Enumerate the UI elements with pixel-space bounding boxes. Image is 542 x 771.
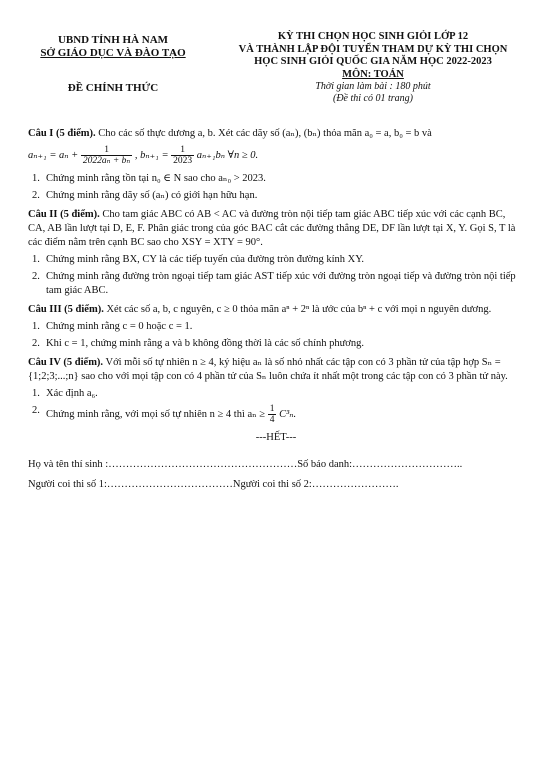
- question-1-intro: Cho các số thực dương a, b. Xét các dãy số (aₙ), (bₙ) thỏa mãn a₀ = a, b₀ = b và: [98, 128, 432, 139]
- footer-candidate-line: Họ và tên thí sinh :………………………………………………Số báo danh:…………………………..: [28, 459, 463, 470]
- question-2-item-2: 2. Chứng minh rằng đường tròn ngoại tiếp tam giác AST tiếp xúc với đường tròn ngoại tiếp và đường tròn nội tiếp tam giác ABC.: [32, 271, 516, 296]
- question-3: [28, 303, 524, 351]
- exam-pages: (Đề thi có 01 trang): [333, 93, 413, 104]
- question-4: [28, 356, 524, 425]
- question-4-item-2: 2. Chứng minh rằng, với mọi số tự nhiên n ≥ 4 thì aₙ ≥ $\frac{1}{4}$ C³ₙ.: [32, 404, 297, 425]
- exam-content: [28, 127, 524, 495]
- question-1-label: Câu I (5 điểm).: [28, 128, 96, 139]
- exam-title-line3: HỌC SINH GIỎI QUỐC GIA NĂM HỌC 2022-2023: [254, 56, 492, 67]
- rec-a-fraction: [81, 145, 132, 166]
- exam-subject: MÔN: TOÁN: [342, 68, 404, 80]
- question-2-label: Câu II (5 điểm).: [28, 209, 100, 220]
- question-4-text: Với mỗi số tự nhiên n ≥ 4, ký hiệu aₙ là số nhỏ nhất các tập con có 3 phần tử của tập hợp Sₙ = {1;2;3;...;n} sao cho với mọi tập con có 4 phần tử của Sₙ luôn chứa ít nhất một trong các tập con có 3 phần tử này.: [28, 357, 508, 382]
- question-1: [28, 127, 524, 203]
- question-4-item-1: 1. Xác định a₆.: [32, 388, 98, 399]
- header-left: [18, 34, 208, 94]
- question-3-item-1: 1. Chứng minh rằng c = 0 hoặc c = 1.: [32, 321, 193, 332]
- department-name: SỞ GIÁO DỤC VÀ ĐÀO TẠO: [40, 47, 186, 59]
- question-4-fraction: $\frac{1}{4}$: [269, 404, 275, 425]
- question-4-label: Câu IV (5 điểm).: [28, 357, 104, 368]
- end-mark: ---HẾT---: [255, 432, 297, 443]
- rec-b-fraction: [171, 145, 194, 166]
- question-1-item-1: 1. Chứng minh rằng tồn tại n₀ ∈ N sao cho aₙ₀ > 2023.: [32, 173, 266, 184]
- authority-name: UBND TỈNH HÀ NAM: [57, 34, 169, 46]
- question-1-recurrence: [28, 145, 524, 166]
- rec-a-lhs: aₙ₊₁ = aₙ +: [28, 149, 79, 161]
- question-1-item-2: 2. Chứng minh rằng dãy số (aₙ) có giới hạn hữu hạn.: [32, 190, 258, 201]
- rec-b-denominator: 2023: [173, 156, 193, 166]
- exam-title-line1: KỲ THI CHỌN HỌC SINH GIỎI LỚP 12: [277, 31, 469, 42]
- rec-b-numerator: 1: [171, 145, 194, 156]
- question-2-text: Cho tam giác ABC có AB < AC và đường tròn nội tiếp tam giác ABC tiếp xúc với các cạnh BC, CA, AB lần lượt tại D, E, F. Phân giác trong của góc BAC cắt các đường thẳng DE, DF lần lượt tại X, Y. Gọi S, T là các điểm nằm trên cạnh BC sao cho XSY = XTY = 90°.: [28, 209, 516, 248]
- question-3-label: Câu III (5 điểm).: [28, 304, 104, 315]
- rec-a-denominator: 2022aₙ + bₙ: [82, 156, 131, 166]
- footer-proctor-line: Người coi thi số 1:………………………………Người coi thi số 2:…………………….: [28, 479, 399, 490]
- official-label: ĐỀ CHÍNH THỨC: [67, 82, 159, 94]
- question-3-item-2: 2. Khi c = 1, chứng minh rằng a và b không đồng thời là các số chính phương.: [32, 338, 364, 349]
- question-2-item-1: 1. Chứng minh rằng BX, CY là các tiếp tuyến của đường tròn đường kính XY.: [32, 254, 365, 265]
- rec-b-rhs: aₙ₊₁bₙ ∀n ≥ 0.: [196, 149, 259, 161]
- exam-title-line2: VÀ THÀNH LẬP ĐỘI TUYỂN THAM DỰ KỲ THI CHỌN: [238, 43, 508, 55]
- rec-a-numerator: 1: [81, 145, 132, 156]
- question-2: [28, 208, 524, 298]
- rec-b-lhs: , bₙ₊₁ =: [134, 149, 169, 161]
- header-right: [212, 31, 534, 105]
- exam-time: Thời gian làm bài : 180 phút: [315, 81, 431, 92]
- question-3-text: Xét các số a, b, c nguyên, c ≥ 0 thỏa mãn aⁿ + 2ⁿ là ước của bⁿ + c với mọi n nguyên dương.: [106, 304, 492, 315]
